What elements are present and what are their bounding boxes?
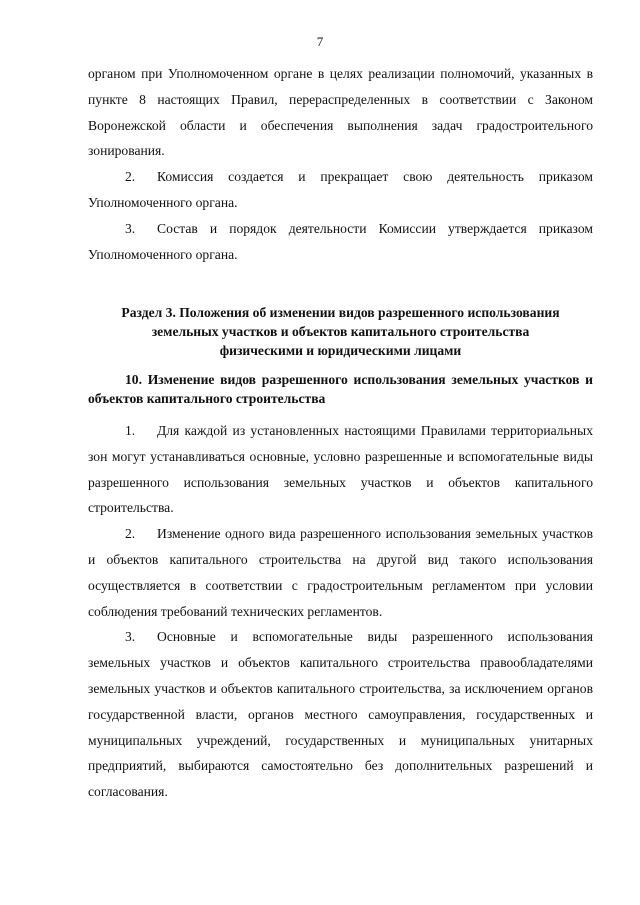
intro-block bbox=[88, 61, 593, 267]
item-text: Комиссия создается и прекращает свою деятельность приказом Уполномоченного органа. bbox=[88, 169, 593, 210]
article-body bbox=[88, 418, 593, 805]
item-number: 3. bbox=[125, 629, 136, 645]
list-item bbox=[88, 216, 593, 268]
item-number: 1. bbox=[125, 423, 136, 438]
article-title: 10. Изменение видов разрешенного использования земельных участков и объектов капитального строительства bbox=[88, 372, 593, 406]
item-text: Для каждой из установленных настоящими Правилами территориальных зон могут устанавливаться основные, условно разрешенные и вспомогательные виды разрешенного использования земельных участков и объектов капитального строительства. bbox=[88, 423, 593, 516]
item-number: 2. bbox=[125, 169, 136, 185]
item-number: 3. bbox=[125, 220, 136, 236]
item-number: 2. bbox=[125, 526, 136, 542]
page-number: 7 bbox=[316, 34, 324, 49]
list-item bbox=[88, 418, 593, 521]
item-text: Состав и порядок деятельности Комиссии утверждается приказом Уполномоченного органа. bbox=[88, 220, 593, 262]
section-title: Раздел 3. Положения об изменении видов разрешенного использования земельных участков и объектов капитального строительства физическими и юридическими лицами bbox=[121, 305, 560, 358]
list-item bbox=[88, 521, 593, 624]
list-item bbox=[88, 164, 593, 216]
list-item bbox=[88, 624, 593, 805]
continuation-paragraph: органом при Уполномоченном органе в целях реализации полномочий, указанных в пункте 8 настоящих Правил, перераспределенных в соответствии с Законом Воронежской области и обеспечения выполнения задач градостроительного зонирования. bbox=[88, 66, 593, 159]
item-text: Основные и вспомогательные виды разрешенного использования земельных участков и объектов капитального строительства правообладателями земельных участков и объектов капитального строительства, за исключением органов государственной власти, органов местного самоуправления, государственных и муниципальных учреждений, государственных и муниципальных унитарных предприятий, выбираются самостоятельно без дополнительных разрешений и согласования. bbox=[88, 629, 593, 800]
item-text: Изменение одного вида разрешенного использования земельных участков и объектов капитального строительства на другой вид такого использования осуществляется в соответствии с градостроительным регламентом при условии соблюдения требований технических регламентов. bbox=[88, 526, 593, 619]
